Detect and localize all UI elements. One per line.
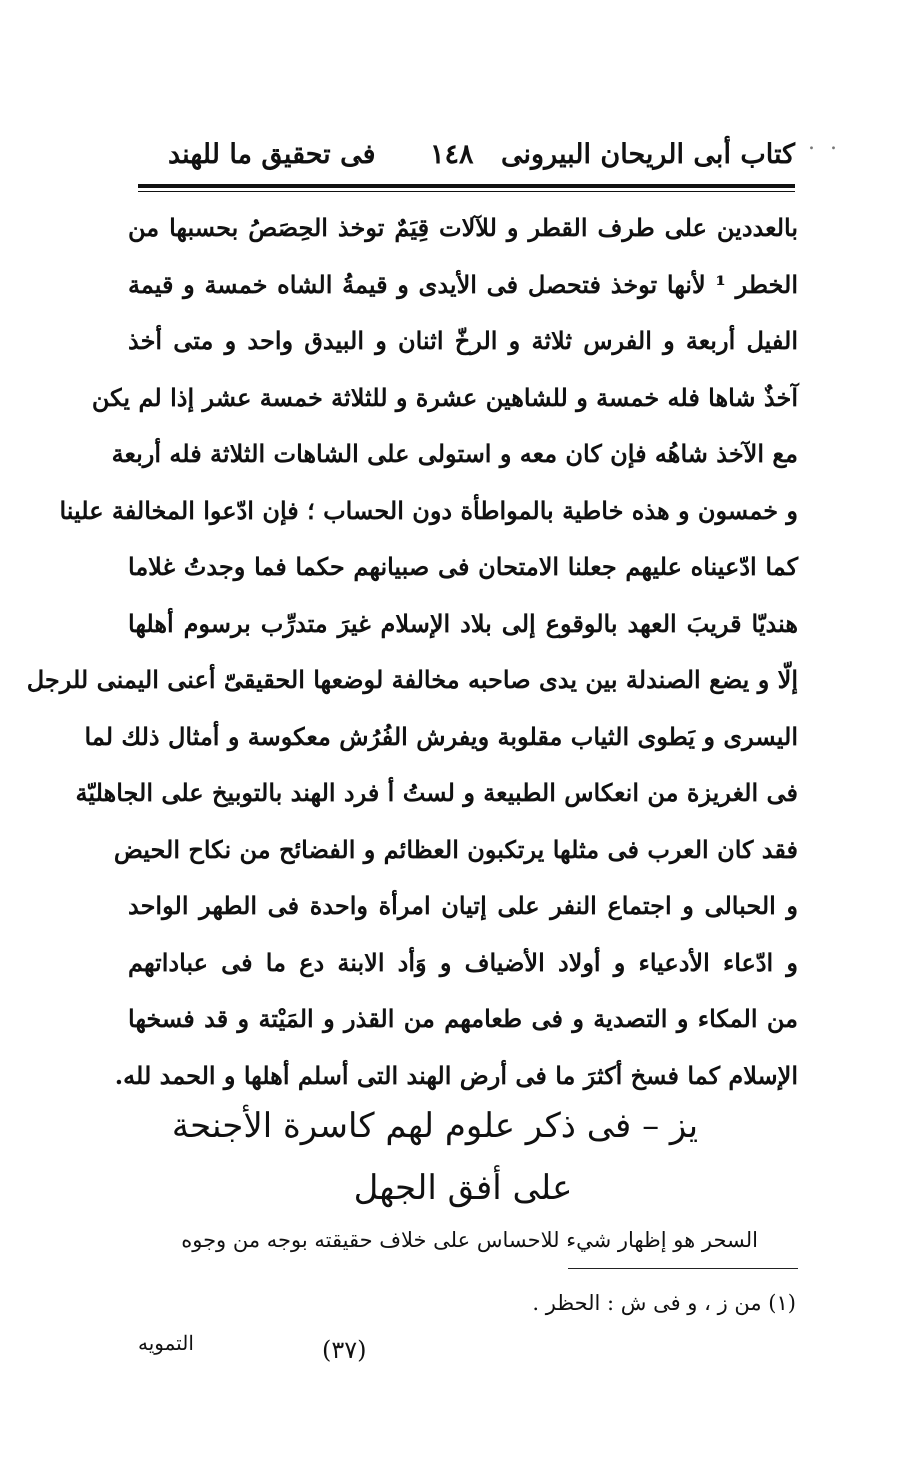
header-rule: [138, 184, 795, 188]
text-line: فقد كان العرب فى مثلها يرتكبون العظائم و الفضائح من نكاح الحيض: [113, 834, 798, 864]
section-heading-continued: على أفق الجهل: [353, 1168, 573, 1208]
footnote: (١) من ز ، و فى ش : الحظر .: [532, 1291, 796, 1315]
text-line: هنديّا قريبَ العهد بالوقوع إلى بلاد الإسلام غيرَ متدرِّب برسوم أهلها: [128, 608, 798, 638]
header-book-title: كتاب أبى الريحان البيرونى: [501, 139, 795, 170]
footnote-rule: [568, 1268, 798, 1269]
text-line: كما ادّعيناه عليهم جعلنا الامتحان فى صبيانهم حكما فما وجدتُ غلاما: [128, 552, 799, 581]
header-rule-thin: [138, 191, 795, 192]
text-line: من المكاء و التصدية و فى طعامهم من القذر و المَيْتة و قد فسخها: [128, 1004, 798, 1033]
next-paragraph: السحر هو إظهار شيء للاحساس على خلاف حقيقته بوجه من وجوه: [181, 1228, 758, 1252]
text-line: و الحبالى و اجتماع النفر على إتيان امرأة واحدة فى الطهر الواحد: [128, 891, 798, 920]
header-subject: فى تحقيق ما للهند: [168, 139, 376, 170]
text-line: فى الغريزة من انعكاس الطبيعة و لستُ أ فرد الهند بالتوبيخ على الجاهليّة: [75, 778, 798, 807]
text-line: الفيل أربعة و الفرس ثلاثة و الرخّ اثنان و البيدق واحد و متى أخذ: [128, 326, 798, 355]
text-line: إلّا و يضع الصندلة بين يدى صاحبه مخالفة لوضعها الحقيقىّ أعنى اليمنى للرجل: [26, 665, 798, 694]
signature-mark: (٣٧): [322, 1336, 367, 1364]
corner-marks: . .: [808, 130, 841, 155]
text-line: بالعددين على طرف القطر و للآلات قِيَمٌ توخذ الحِصَصُ بحسبها من: [128, 213, 798, 242]
section-heading: يز – فى ذكر علوم لهم كاسرة الأجنحة: [171, 1106, 699, 1146]
page-number: ١٤٨: [430, 139, 474, 170]
text-line: مع الآخذ شاهُه فإن كان معه و استولى على الشاهات الثلاثة فله أربعة: [111, 439, 798, 468]
text-line: و خمسون و هذه خاطية بالمواطأة دون الحساب ؛ فإن ادّعوا المخالفة علينا: [59, 495, 798, 525]
body-text: [26, 200, 799, 1104]
text-line: آخذٌ شاها فله خمسة و للشاهين عشرة و للثلاثة خمسة عشر إذا لم يكن: [91, 382, 798, 412]
running-header: [140, 132, 795, 182]
text-line: الإسلام كما فسخ أكثرَ ما فى أرض الهند التى أسلم أهلها و الحمد لله.: [114, 1060, 798, 1090]
catchword: التمويه: [138, 1331, 194, 1355]
text-line: و ادّعاء الأدعياء و أولاد الأضياف و وَأد الابنة دع ما فى عباداتهم: [128, 947, 798, 977]
text-line: اليسرى و يَطوى الثياب مقلوبة ويفرش الفُرُش معكوسة و أمثال ذلك لما: [84, 721, 798, 751]
text-line: الخطر ¹ لأنها توخذ فتحصل فى الأيدى و قيمةُ الشاه خمسة و قيمة: [128, 269, 798, 299]
